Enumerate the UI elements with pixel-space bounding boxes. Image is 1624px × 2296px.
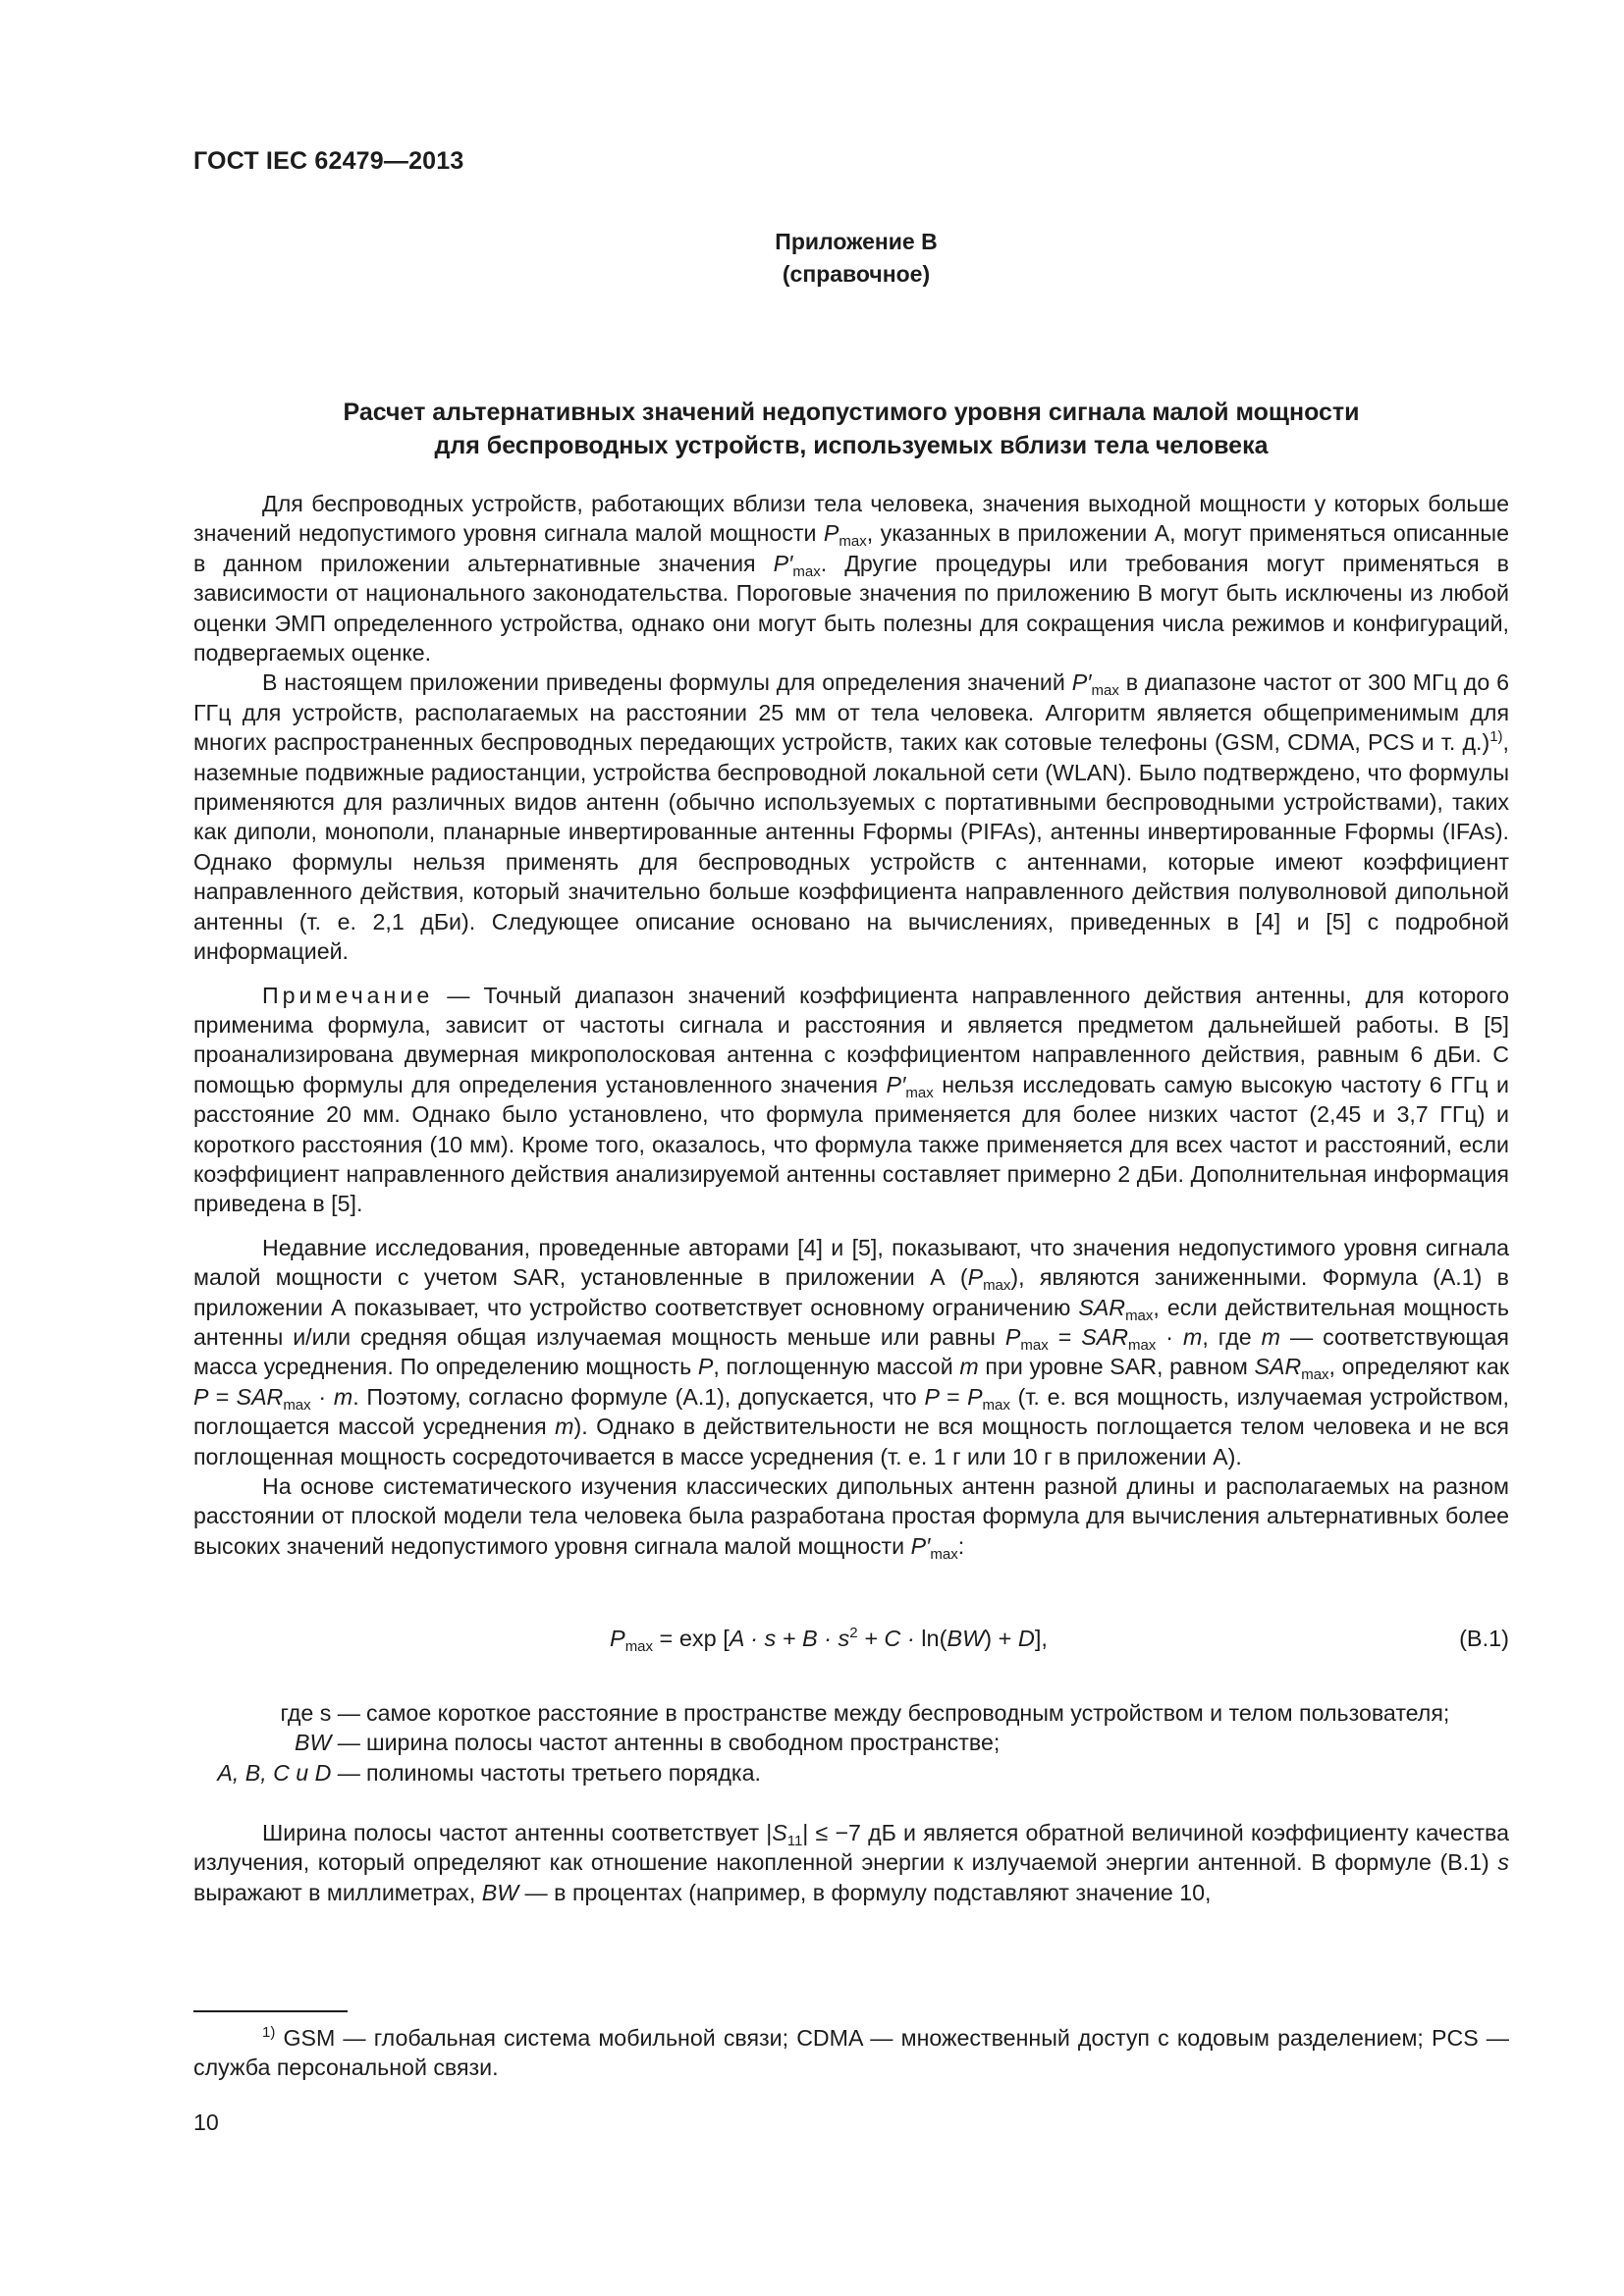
body-text-upper — [193, 489, 1509, 1561]
footnote-marker: 1) — [262, 2024, 276, 2041]
definition-s — [193, 1698, 1509, 1728]
body-text-lower — [193, 1818, 1509, 1907]
paragraph-5: Ширина полосы частот антенны соответствует $|S_{11}| \le -7$ дБ и является обратной величиной коэффициенту качества излучения, который определяют как отношение накопленной энергии к излучаемой энергии антенной. В формуле (В.1) s выражают в миллиметрах, BW — в процентах (например, в формулу подставляют значение 10, — [193, 1820, 1509, 1905]
section-title — [193, 396, 1509, 462]
title-line-2: для беспроводных устройств, используемых вблизи тела человека — [434, 432, 1269, 459]
definition-abcd — [193, 1758, 1509, 1788]
paragraph-2: В настоящем приложении приведены формулы для определения значений $P'_{max}$ в диапазоне частот от 300 МГц до 6 ГГц для устройств, располагаемых на расстоянии 25 мм от тела человека. Алгоритм является общеприменимым для многих распространенных беспроводных передающих устройств, таких как сотовые телефоны (GSM, CDMA, PCS и т. д.)$^{1)}$, наземные подвижные радиостанции, устройства беспроводной локальной сети (WLAN). Было подтверждено, что формулы применяются для различных видов антенн (обычно используемых с портативными беспроводными устройствами), таких как диполи, монополи, планарные инвертированные антенны Fформы (PIFAs), антенны инвертированные Fформы (IFAs). Однако формулы нельзя применять для беспроводных устройств с антеннами, которые имеют коэффициент направленного действия, который значительно больше коэффициента направленного действия полуволновой дипольной антенны (т. е. 2,1 дБи). Следующее описание основано на вычислениях, приведенных в [4] и [5] с подробной информацией. — [193, 669, 1510, 965]
formula-number: (В.1) — [1459, 1626, 1509, 1651]
definition-term: BW — — [295, 1730, 360, 1756]
footnote-divider — [193, 2010, 348, 2012]
standard-header: ГОСТ IEC 62479—2013 — [193, 147, 464, 175]
definition-term: где s — — [280, 1700, 360, 1726]
page-number: 10 — [193, 2109, 219, 2135]
definition-desc: полиномы частоты третьего порядка. — [366, 1759, 761, 1786]
paragraph-4: На основе систематического изучения классических дипольных антенн разной длины и располагаемых на разном расстоянии от плоской модели тела человека была разработана простая формула для вычисления альтернативных более высоких значений недопустимого уровня сигнала малой мощности $P'_{max}$: — [193, 1473, 1509, 1563]
title-line-1: Расчет альтернативных значений недопустимого уровня сигнала малой мощности — [343, 399, 1360, 426]
paragraph-1: Для беспроводных устройств, работающих вблизи тела человека, значения выходной мощности у которых больше значений недопустимого уровня сигнала малой мощности $P_{max}$, указанных в приложении А, могут применяться описанные в данном приложении альтернативные значения $P'_{max}$. Другие процедуры или требования могут применяться в зависимости от национального законодательства. Пороговые значения по приложению В могут быть исключены из любой оценки ЭМП определенного устройства, однако они могут быть полезны для сокращения числа режимов и конфигураций, подвергаемых оценке. — [193, 491, 1509, 667]
footnote — [193, 2023, 1509, 2083]
appendix-heading — [0, 226, 1624, 291]
definition-term: A, B, C и D — — [217, 1759, 360, 1786]
footnote-text: $^{1)}$ GSM — глобальная система мобильной связи; CDMA — множественный доступ с кодовым разделением; PCS — служба персональной связи. — [193, 2024, 1509, 2081]
formula-expression: $P_{max} = \exp [A \cdot s + B \cdot s^2 + C \cdot \ln(BW) + D]$, — [610, 1625, 1048, 1655]
paragraph-3: Недавние исследования, проведенные авторами [4] и [5], показывают, что значения недопустимого уровня сигнала малой мощности с учетом SAR, установленные в приложении А $(P_{max})$, являются заниженными. Формула (А.1) в приложении А показывает, что устройство соответствует основному ограничению $SAR_{max}$, если действительная мощность антенны и/или средняя общая излучаемая мощность меньше или равны $P_{max} = SAR_{max} \cdot m$, где m — соответствующая масса усреднения. По определению мощность P, поглощенную массой m при уровне SAR, равном $SAR_{max}$, определяют как $P = SAR_{max} \cdot m$. Поэтому, согласно формуле (А.1), допускается, что $P = P_{max}$ (т. е. вся мощность, излучаемая устройством, поглощается массой усреднения m). Однако в действительности не вся мощность поглощается телом человека и не вся поглощенная мощность сосредоточивается в массе усреднения (т. е. 1 г или 10 г в приложении А). — [193, 1234, 1510, 1469]
definition-desc: ширина полосы частот антенны в свободном пространстве; — [366, 1730, 1001, 1756]
appendix-type: (справочное) — [782, 261, 931, 287]
formula-b1 — [193, 1626, 1509, 1665]
footnote-ref: 1) — [1489, 728, 1503, 746]
appendix-label: Приложение В — [775, 229, 938, 254]
note-paragraph: Примечание — Точный диапазон значений коэффициента направленного действия антенны, для которого применима формула, зависит от частоты сигнала и расстояния и является предметом дальнейшей работы. В [5] проанализирована двумерная микрополосковая антенна с коэффициентом направленного действия, равным 6 дБи. С помощью формулы для определения установленного значения $P'_{max}$ нельзя исследовать самую высокую частоту 6 ГГц и расстояние 20 мм. Однако было установлено, что формула применяется для более низких частот (2,45 и 3,7 ГГц) и короткого расстояния (10 мм). Кроме того, оказалось, что формула также применяется для всех частот и расстояний, если коэффициент направленного действия анализируемой антенны составляет примерно 2 дБи. Дополнительная информация приведена в [5]. — [193, 982, 1509, 1217]
definitions-list — [193, 1698, 1509, 1788]
definition-bw — [193, 1728, 1509, 1757]
note-label: Примечание — [262, 982, 434, 1008]
definition-desc: самое короткое расстояние в пространстве между беспроводным устройством и телом пользователя; — [366, 1700, 1450, 1726]
